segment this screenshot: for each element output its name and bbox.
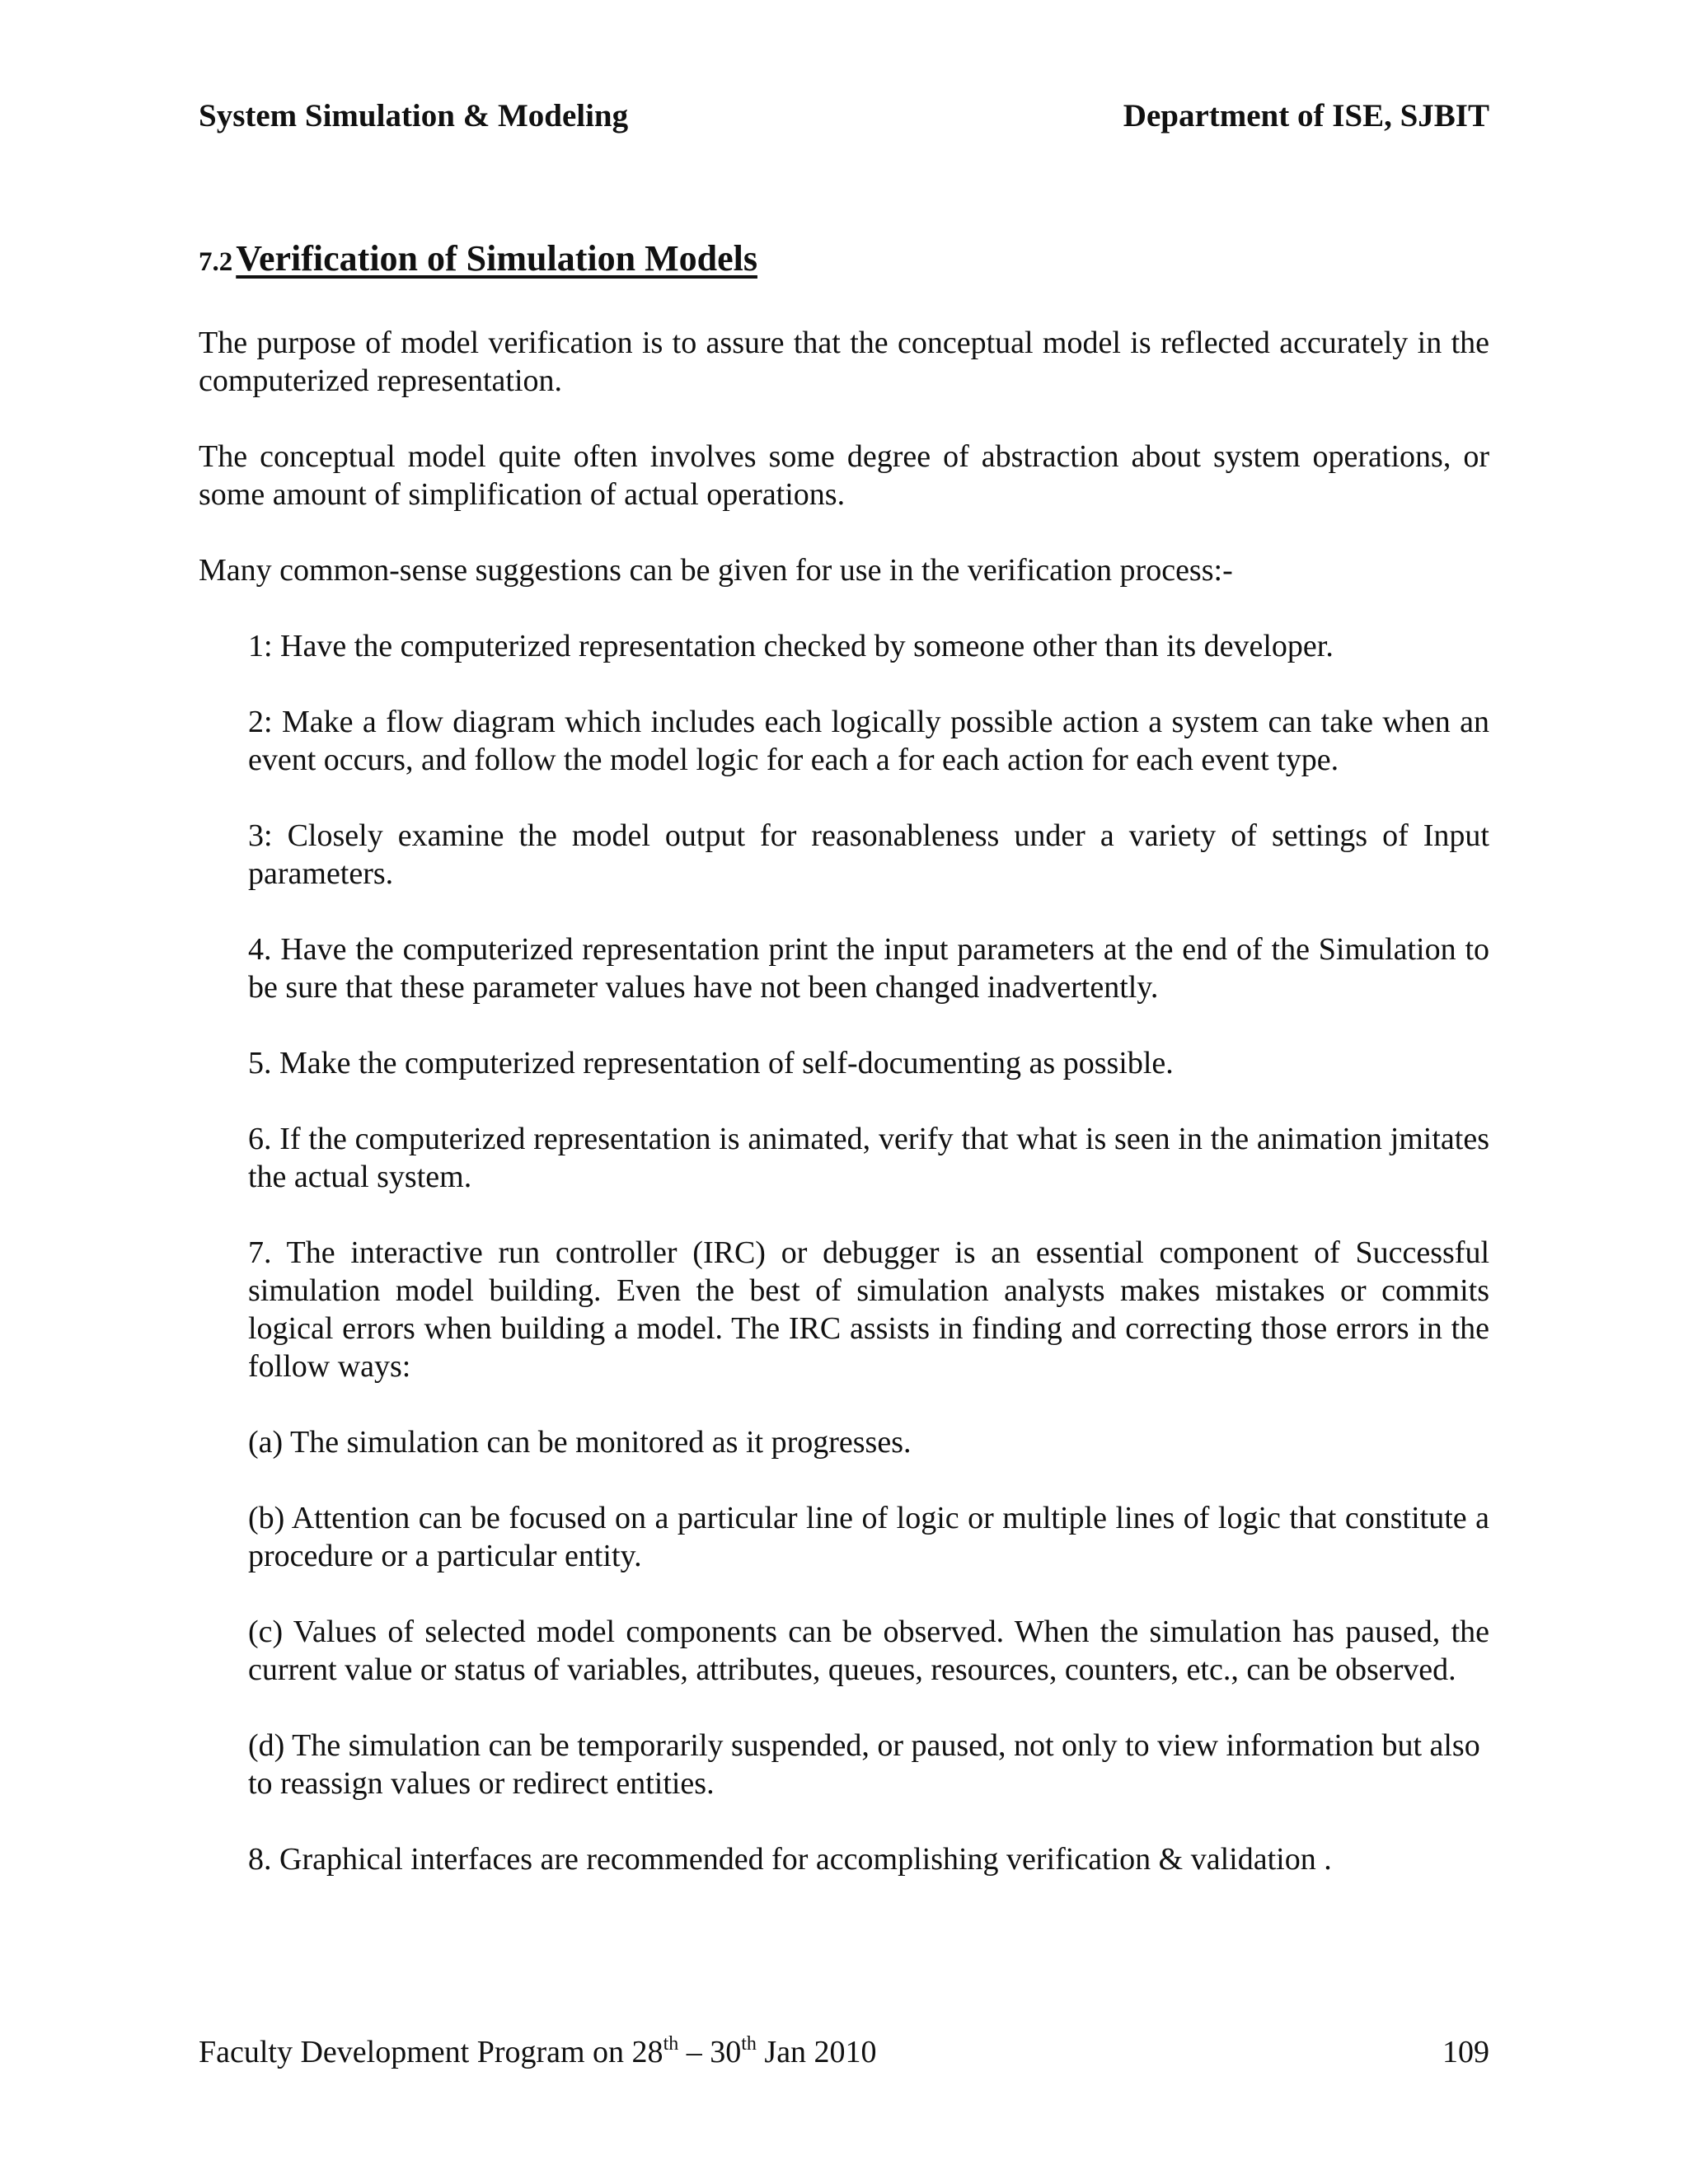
footer-sup-2: th [741, 2033, 757, 2055]
list-item-7: 7. The interactive run controller (IRC) or debugger is an essential component of Successful simulation model building. Even the best of simulation analysts makes mistakes or commits logical errors when building a model. The IRC assists in finding and correcting those errors in the follow ways: [248, 1235, 1489, 1384]
footer-sup-1: th [663, 2033, 679, 2055]
list-item-5: 5. Make the computerized representation of self-documenting as possible. [248, 1046, 1174, 1080]
page-footer [199, 2034, 1489, 2075]
paragraph-suggestions-intro: Many common-sense suggestions can be given for use in the verification process:- [199, 553, 1233, 588]
list-item-2: 2: Make a flow diagram which includes each logically possible action a system can take when an event occurs, and follow the model logic for each a for each action for each event type. [248, 705, 1489, 777]
footer-program-info [199, 2034, 877, 2070]
list-item-4: 4. Have the computerized representation print the input parameters at the end of the Simulation to be sure that these parameter values have not been changed inadvertently. [248, 932, 1489, 1005]
footer-prefix: Faculty Development Program on 28 [199, 2035, 663, 2069]
sub-item-b: (b) Attention can be focused on a particular line of logic or multiple lines of logic that constitute a procedure or a particular entity. [248, 1501, 1489, 1573]
footer-suffix: Jan 2010 [756, 2035, 877, 2069]
document-body [199, 324, 1489, 1916]
sub-item-c: (c) Values of selected model components can be observed. When the simulation has paused, the current value or status of variables, attributes, queues, resources, counters, etc., can be observed. [248, 1615, 1489, 1687]
sub-item-d: (d) The simulation can be temporarily suspended, or paused, not only to view information but also to reassign values or redirect entities. [248, 1728, 1480, 1801]
list-item-6: 6. If the computerized representation is animated, verify that what is seen in the animation jmitates the actual system. [248, 1122, 1489, 1194]
paragraph-conceptual-model: The conceptual model quite often involves some degree of abstraction about system operations, or some amount of simplification of actual operations. [199, 439, 1489, 512]
page-header [199, 97, 1489, 138]
list-item-3: 3: Closely examine the model output for reasonableness under a variety of settings of Input parameters. [248, 818, 1489, 891]
footer-middle: – 30 [678, 2035, 742, 2069]
paragraph-purpose: The purpose of model verification is to assure that the conceptual model is reflected accurately in the computerized representation. [199, 326, 1489, 398]
sub-item-a: (a) The simulation can be monitored as it progresses. [248, 1425, 912, 1460]
header-department: Department of ISE, SJBIT [1123, 98, 1489, 134]
list-item-8: 8. Graphical interfaces are recommended for accomplishing verification & validation . [248, 1842, 1332, 1877]
page-number: 109 [1442, 2035, 1489, 2069]
section-number: 7.2 [199, 247, 233, 277]
list-item-1: 1: Have the computerized representation checked by someone other than its developer. [248, 629, 1334, 663]
section-heading [199, 237, 757, 279]
header-course-title: System Simulation & Modeling [199, 98, 629, 134]
section-title: Verification of Simulation Models [236, 238, 757, 279]
